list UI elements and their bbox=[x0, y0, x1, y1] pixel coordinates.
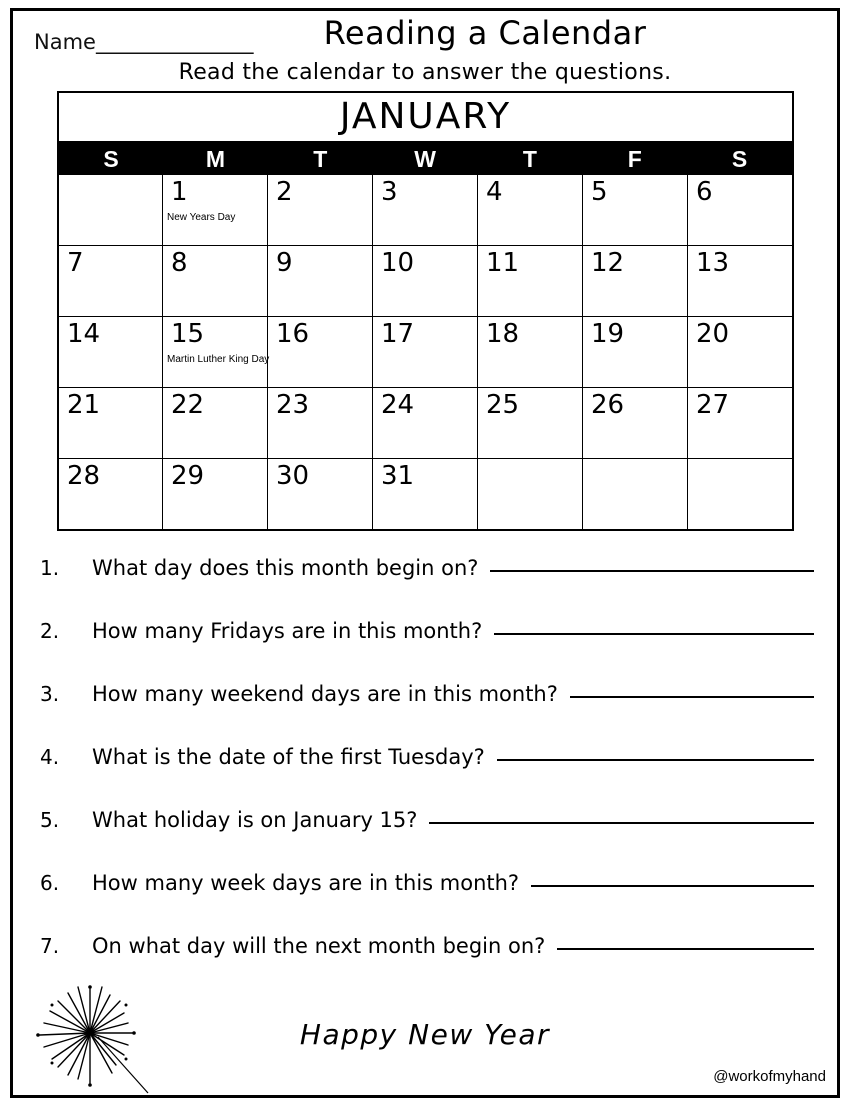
calendar-day-cell[interactable] bbox=[373, 388, 478, 458]
calendar-week-row bbox=[59, 317, 792, 388]
answer-blank[interactable] bbox=[497, 758, 814, 761]
calendar-day-cell[interactable] bbox=[163, 459, 268, 529]
question-text: On what day will the next month begin on? bbox=[92, 934, 546, 958]
day-number: 15 bbox=[171, 319, 205, 349]
answer-blank[interactable] bbox=[429, 821, 814, 824]
question-text: How many Fridays are in this month? bbox=[92, 619, 483, 643]
day-number: 6 bbox=[696, 177, 713, 207]
calendar-day-cell[interactable] bbox=[268, 459, 373, 529]
calendar-week-row bbox=[59, 175, 792, 246]
answer-blank[interactable] bbox=[570, 695, 814, 698]
calendar-day-cell[interactable] bbox=[59, 317, 163, 387]
calendar-day-cell[interactable] bbox=[478, 175, 583, 245]
calendar-day-cell[interactable] bbox=[163, 317, 268, 387]
calendar-day-cell[interactable] bbox=[688, 388, 792, 458]
calendar bbox=[57, 91, 794, 531]
question-text: What is the date of the first Tuesday? bbox=[92, 745, 485, 769]
day-number: 1 bbox=[171, 177, 188, 207]
question-number: 3. bbox=[40, 682, 60, 706]
day-number: 25 bbox=[486, 390, 520, 420]
day-number: 28 bbox=[67, 461, 101, 491]
calendar-day-cell[interactable] bbox=[163, 388, 268, 458]
day-holiday-label: New Years Day bbox=[167, 212, 236, 223]
name-field-label[interactable]: Name_______________ bbox=[34, 30, 254, 54]
calendar-day-cell[interactable] bbox=[268, 388, 373, 458]
calendar-day-cell[interactable] bbox=[478, 459, 583, 529]
calendar-month-title: JANUARY bbox=[59, 93, 792, 143]
answer-blank[interactable] bbox=[557, 947, 814, 950]
day-number: 9 bbox=[276, 248, 293, 278]
day-number: 23 bbox=[276, 390, 310, 420]
day-number: 14 bbox=[67, 319, 101, 349]
day-number: 30 bbox=[276, 461, 310, 491]
calendar-day-cell[interactable] bbox=[163, 175, 268, 245]
calendar-day-cell[interactable] bbox=[59, 175, 163, 245]
calendar-day-cell[interactable] bbox=[688, 175, 792, 245]
calendar-week-row bbox=[59, 459, 792, 529]
credit-handle: @workofmyhand bbox=[713, 1068, 826, 1085]
calendar-day-header-row bbox=[59, 143, 792, 175]
day-number: 21 bbox=[67, 390, 101, 420]
question-item bbox=[40, 619, 820, 682]
day-number: 2 bbox=[276, 177, 293, 207]
day-header-wednesday: W bbox=[414, 146, 436, 172]
calendar-day-cell[interactable] bbox=[268, 175, 373, 245]
questions-list bbox=[40, 556, 820, 997]
day-number: 3 bbox=[381, 177, 398, 207]
question-number: 1. bbox=[40, 556, 60, 580]
day-header-friday: F bbox=[627, 146, 642, 172]
day-number: 24 bbox=[381, 390, 415, 420]
answer-blank[interactable] bbox=[494, 632, 814, 635]
calendar-day-cell[interactable] bbox=[373, 175, 478, 245]
question-number: 2. bbox=[40, 619, 60, 643]
day-header-tuesday: T bbox=[313, 146, 328, 172]
day-header-saturday: S bbox=[731, 146, 748, 172]
calendar-day-cell[interactable] bbox=[478, 317, 583, 387]
question-item bbox=[40, 556, 820, 619]
calendar-day-cell[interactable] bbox=[163, 246, 268, 316]
calendar-day-cell[interactable] bbox=[583, 459, 688, 529]
calendar-day-cell[interactable] bbox=[583, 175, 688, 245]
calendar-day-cell[interactable] bbox=[583, 388, 688, 458]
day-number: 13 bbox=[696, 248, 730, 278]
calendar-day-cell[interactable] bbox=[59, 459, 163, 529]
day-number: 12 bbox=[591, 248, 625, 278]
calendar-day-cell[interactable] bbox=[268, 317, 373, 387]
question-text: How many weekend days are in this month? bbox=[92, 682, 558, 706]
day-number: 8 bbox=[171, 248, 188, 278]
footer-greeting: Happy New Year bbox=[299, 1018, 551, 1051]
day-header-sunday: S bbox=[103, 146, 119, 172]
day-number: 10 bbox=[381, 248, 415, 278]
question-item bbox=[40, 871, 820, 934]
question-number: 7. bbox=[40, 934, 60, 958]
day-number: 5 bbox=[591, 177, 608, 207]
day-number: 26 bbox=[591, 390, 625, 420]
day-header-monday: M bbox=[205, 146, 225, 172]
day-number: 7 bbox=[67, 248, 84, 278]
calendar-day-cell[interactable] bbox=[268, 246, 373, 316]
calendar-week-row bbox=[59, 388, 792, 459]
question-item bbox=[40, 682, 820, 745]
question-number: 5. bbox=[40, 808, 60, 832]
question-text: How many week days are in this month? bbox=[92, 871, 520, 895]
page-title: Reading a Calendar bbox=[323, 14, 647, 52]
day-header-thursday: T bbox=[522, 146, 537, 172]
question-number: 6. bbox=[40, 871, 60, 895]
calendar-day-cell[interactable] bbox=[373, 459, 478, 529]
calendar-day-cell[interactable] bbox=[373, 317, 478, 387]
instructions-text: Read the calendar to answer the questions. bbox=[178, 60, 672, 85]
answer-blank[interactable] bbox=[490, 569, 814, 572]
question-number: 4. bbox=[40, 745, 60, 769]
calendar-day-cell[interactable] bbox=[59, 246, 163, 316]
day-number: 11 bbox=[486, 248, 520, 278]
day-number: 4 bbox=[486, 177, 503, 207]
calendar-day-cell[interactable] bbox=[583, 317, 688, 387]
calendar-day-cell[interactable] bbox=[478, 388, 583, 458]
question-item bbox=[40, 808, 820, 871]
day-number: 19 bbox=[591, 319, 625, 349]
question-item bbox=[40, 745, 820, 808]
question-text: What day does this month begin on? bbox=[92, 556, 479, 580]
calendar-week-row bbox=[59, 246, 792, 317]
day-number: 20 bbox=[696, 319, 730, 349]
day-number: 31 bbox=[381, 461, 415, 491]
calendar-day-cell[interactable] bbox=[583, 246, 688, 316]
calendar-day-cell[interactable] bbox=[478, 246, 583, 316]
question-text: What holiday is on January 15? bbox=[92, 808, 418, 832]
calendar-day-cell[interactable] bbox=[59, 388, 163, 458]
day-number: 17 bbox=[381, 319, 415, 349]
day-number: 27 bbox=[696, 390, 730, 420]
calendar-day-cell[interactable] bbox=[688, 246, 792, 316]
day-number: 22 bbox=[171, 390, 205, 420]
day-number: 16 bbox=[276, 319, 310, 349]
day-number: 29 bbox=[171, 461, 205, 491]
day-holiday-label: Martin Luther King Day bbox=[167, 354, 270, 365]
answer-blank[interactable] bbox=[531, 884, 814, 887]
calendar-day-cell[interactable] bbox=[688, 317, 792, 387]
calendar-day-cell[interactable] bbox=[688, 459, 792, 529]
day-number: 18 bbox=[486, 319, 520, 349]
calendar-day-cell[interactable] bbox=[373, 246, 478, 316]
